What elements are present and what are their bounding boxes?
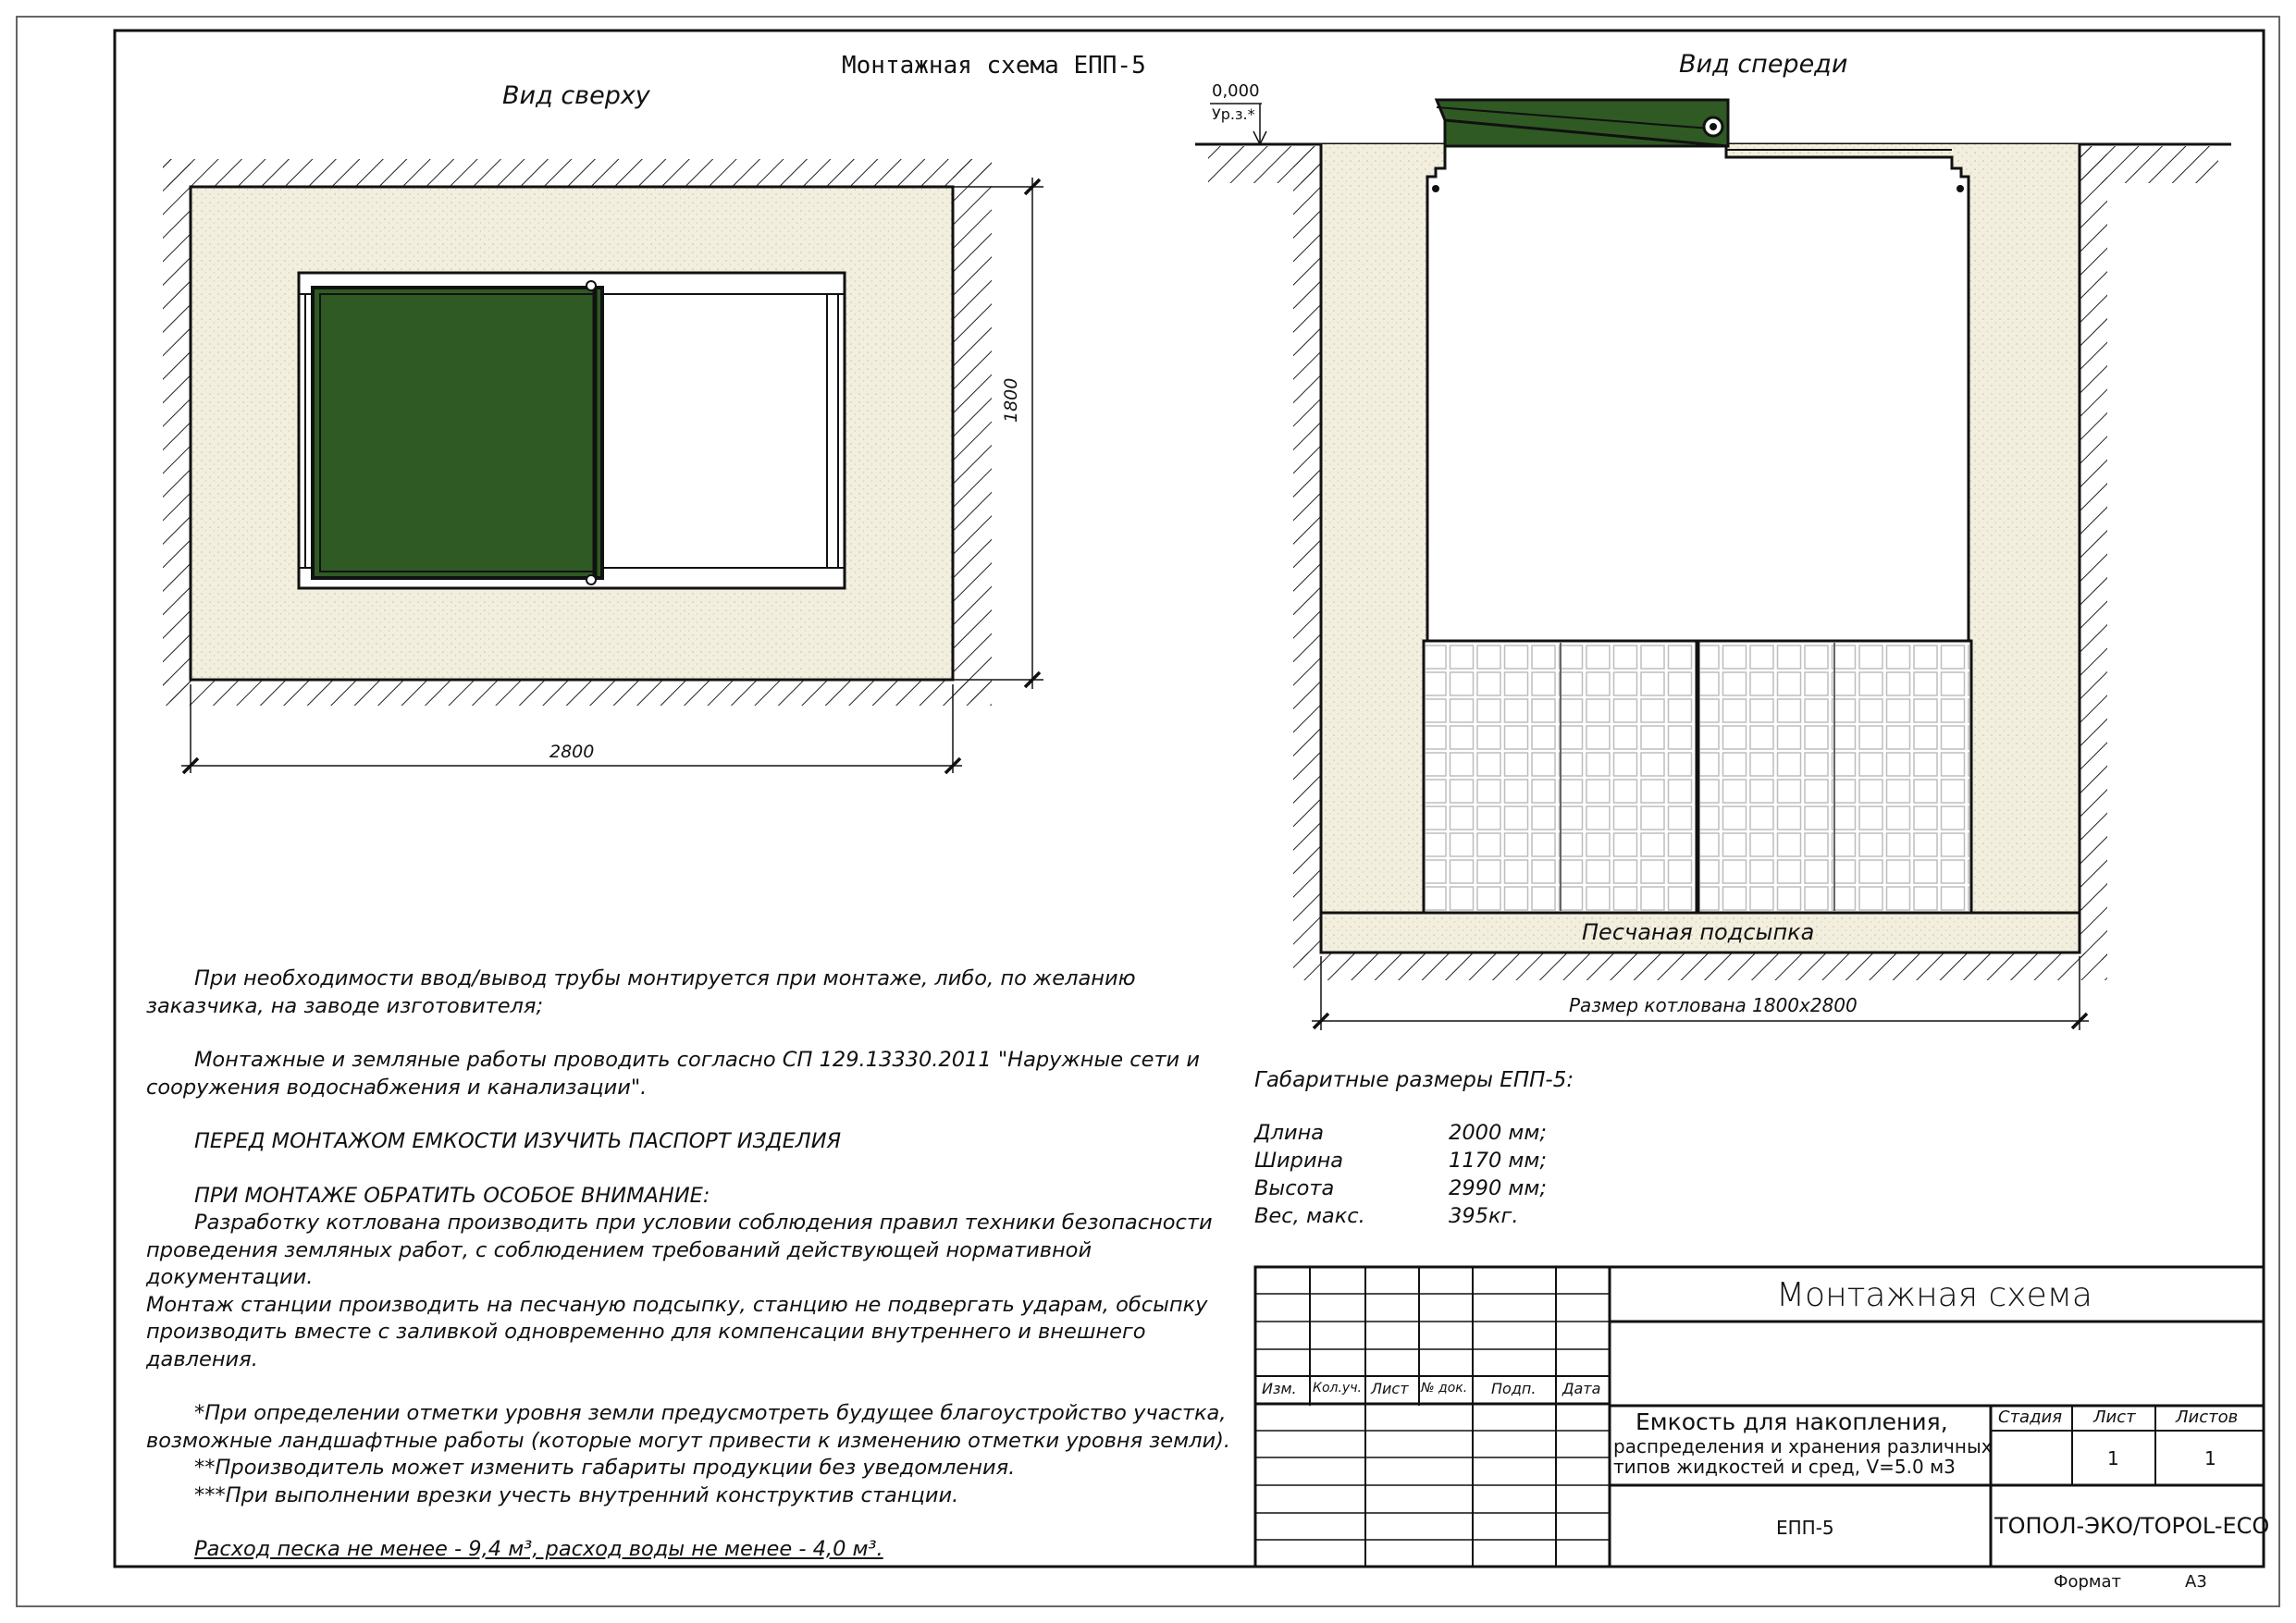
note-line-2: заказчика, на заводе изготовителя;	[146, 993, 544, 1018]
specs-title: Габаритные размеры ЕПП-5:	[1254, 1068, 1574, 1092]
note-line-10: производить вместе с заливкой одновременно для компенсации внутреннего и внешнего давления.	[146, 1320, 1146, 1371]
top-hatch-left	[163, 159, 191, 702]
front-view	[1195, 100, 2231, 1030]
tb-header-kolvo: Кол.уч.	[1313, 1381, 1362, 1396]
level-label: Ур.з.*	[1212, 105, 1255, 123]
top-view	[163, 159, 1043, 773]
tb-header-ndoc: № док.	[1421, 1381, 1468, 1396]
spec-row-width	[1254, 1149, 1547, 1173]
top-tank-rib-right	[827, 294, 838, 568]
top-lid	[313, 288, 602, 578]
note-consumption: Расход песка не менее - 9,4 м³, расход воды не менее - 4,0 м³.	[194, 1537, 883, 1561]
spec-label: Длина	[1254, 1121, 1325, 1145]
level-value: 0,000	[1212, 81, 1260, 101]
note-line-5: ПЕРЕД МОНТАЖОМ ЕМКОСТИ ИЗУЧИТЬ ПАСПОРТ ИЗДЕЛИЯ	[194, 1129, 842, 1153]
front-hatch-left-wall	[1293, 146, 1321, 960]
spec-row-weight	[1254, 1204, 1519, 1228]
note-line-9: Монтаж станции производить на песчаную подсыпку, станцию не подвергать ударам, обсыпку	[146, 1292, 1208, 1317]
front-hatch-bottom	[1293, 953, 2107, 980]
note-line-13: **Производитель может изменить габариты продукции без уведомления.	[194, 1456, 1016, 1480]
spec-value: 1170 мм;	[1449, 1149, 1547, 1173]
tb-header-list: Лист	[1371, 1380, 1409, 1397]
format-value: А3	[2185, 1572, 2207, 1592]
note-line-11: *При определении отметки уровня земли предусмотреть будущее благоустройство участка,	[194, 1401, 1227, 1425]
note-line-3: Монтажные и земляные работы проводить согласно СП 129.13330.2011 "Наружные сети и	[194, 1048, 1200, 1072]
note-line-8: проведения земляных работ, с соблюдением требований действующей нормативной документации.	[146, 1237, 1092, 1289]
installation-notes	[146, 965, 1256, 1564]
format-label: Формат	[2054, 1572, 2122, 1592]
dim-height-label: 1800	[1001, 377, 1021, 423]
front-tank-body	[1427, 142, 1969, 641]
front-hatch-right-wall	[2080, 146, 2107, 960]
top-lid-hinge-knob-top	[586, 281, 596, 290]
spec-label: Высота	[1254, 1176, 1335, 1200]
top-hatch-top	[163, 159, 992, 187]
spec-row-length	[1254, 1121, 1547, 1145]
front-view-title: Вид спереди	[1679, 50, 1848, 79]
note-line-6: ПРИ МОНТАЖЕ ОБРАТИТЬ ОСОБОЕ ВНИМАНИЕ:	[194, 1183, 710, 1208]
front-tank-bolt-right	[1957, 185, 1964, 192]
tb-code: ЕПП-5	[1776, 1517, 1834, 1539]
tb-description-2: распределения и хранения различных	[1613, 1435, 1993, 1457]
front-lid-hinge-core	[1710, 123, 1717, 130]
drawing-title: Монтажная схема ЕПП-5	[842, 52, 1146, 80]
top-view-title: Вид сверху	[502, 81, 650, 110]
tb-stage-label: Стадия	[1998, 1408, 2063, 1427]
spec-label: Вес, макс.	[1254, 1204, 1365, 1228]
spec-value: 2000 мм;	[1449, 1121, 1547, 1145]
tb-company: ТОПОЛ-ЭКО/TOPOL-ECO	[1994, 1513, 2270, 1539]
front-tank-bolt-left	[1432, 185, 1439, 192]
tb-header-podp: Подп.	[1491, 1380, 1537, 1397]
pit-size-label: Размер котлована 1800х2800	[1569, 994, 1858, 1016]
note-line-1: При необходимости ввод/вывод трубы монтируется при монтаже, либо, по желанию	[194, 966, 1136, 990]
note-line-14: ***При выполнении врезки учесть внутренний конструктив станции.	[194, 1482, 959, 1507]
title-block-name: Монтажная схема	[1776, 1276, 2092, 1314]
tb-sheet-label: Лист	[2093, 1408, 2136, 1427]
tb-sheets-value: 1	[2204, 1447, 2216, 1469]
note-line-4: сооружения водоснабжения и канализации".	[146, 1075, 648, 1100]
top-hatch-right	[953, 159, 992, 702]
tb-description-3: типов жидкостей и сред, V=5.0 м3	[1613, 1456, 1956, 1478]
spec-label: Ширина	[1254, 1149, 1344, 1173]
tb-description-1: Емкость для накопления,	[1636, 1408, 1948, 1435]
dim-width-label: 2800	[549, 742, 595, 762]
spec-value: 395кг.	[1449, 1204, 1519, 1228]
note-line-7: Разработку котлована производить при условии соблюдения правил техники безопасности	[194, 1211, 1213, 1235]
spec-value: 2990 мм;	[1449, 1176, 1547, 1200]
spec-row-height	[1254, 1176, 1547, 1200]
tb-sheet-value: 1	[2107, 1447, 2119, 1469]
sand-bed-label: Песчаная подсыпка	[1582, 919, 1815, 945]
tb-header-izm: Изм.	[1262, 1380, 1297, 1397]
note-line-12: возможные ландшафтные работы (которые могут привести к изменению отметки уровня земли).	[146, 1428, 1231, 1453]
tb-header-data: Дата	[1562, 1380, 1601, 1397]
top-hatch-bottom	[163, 680, 992, 706]
tb-sheets-label: Листов	[2176, 1408, 2239, 1427]
top-lid-hinge-knob-bottom	[586, 575, 596, 584]
